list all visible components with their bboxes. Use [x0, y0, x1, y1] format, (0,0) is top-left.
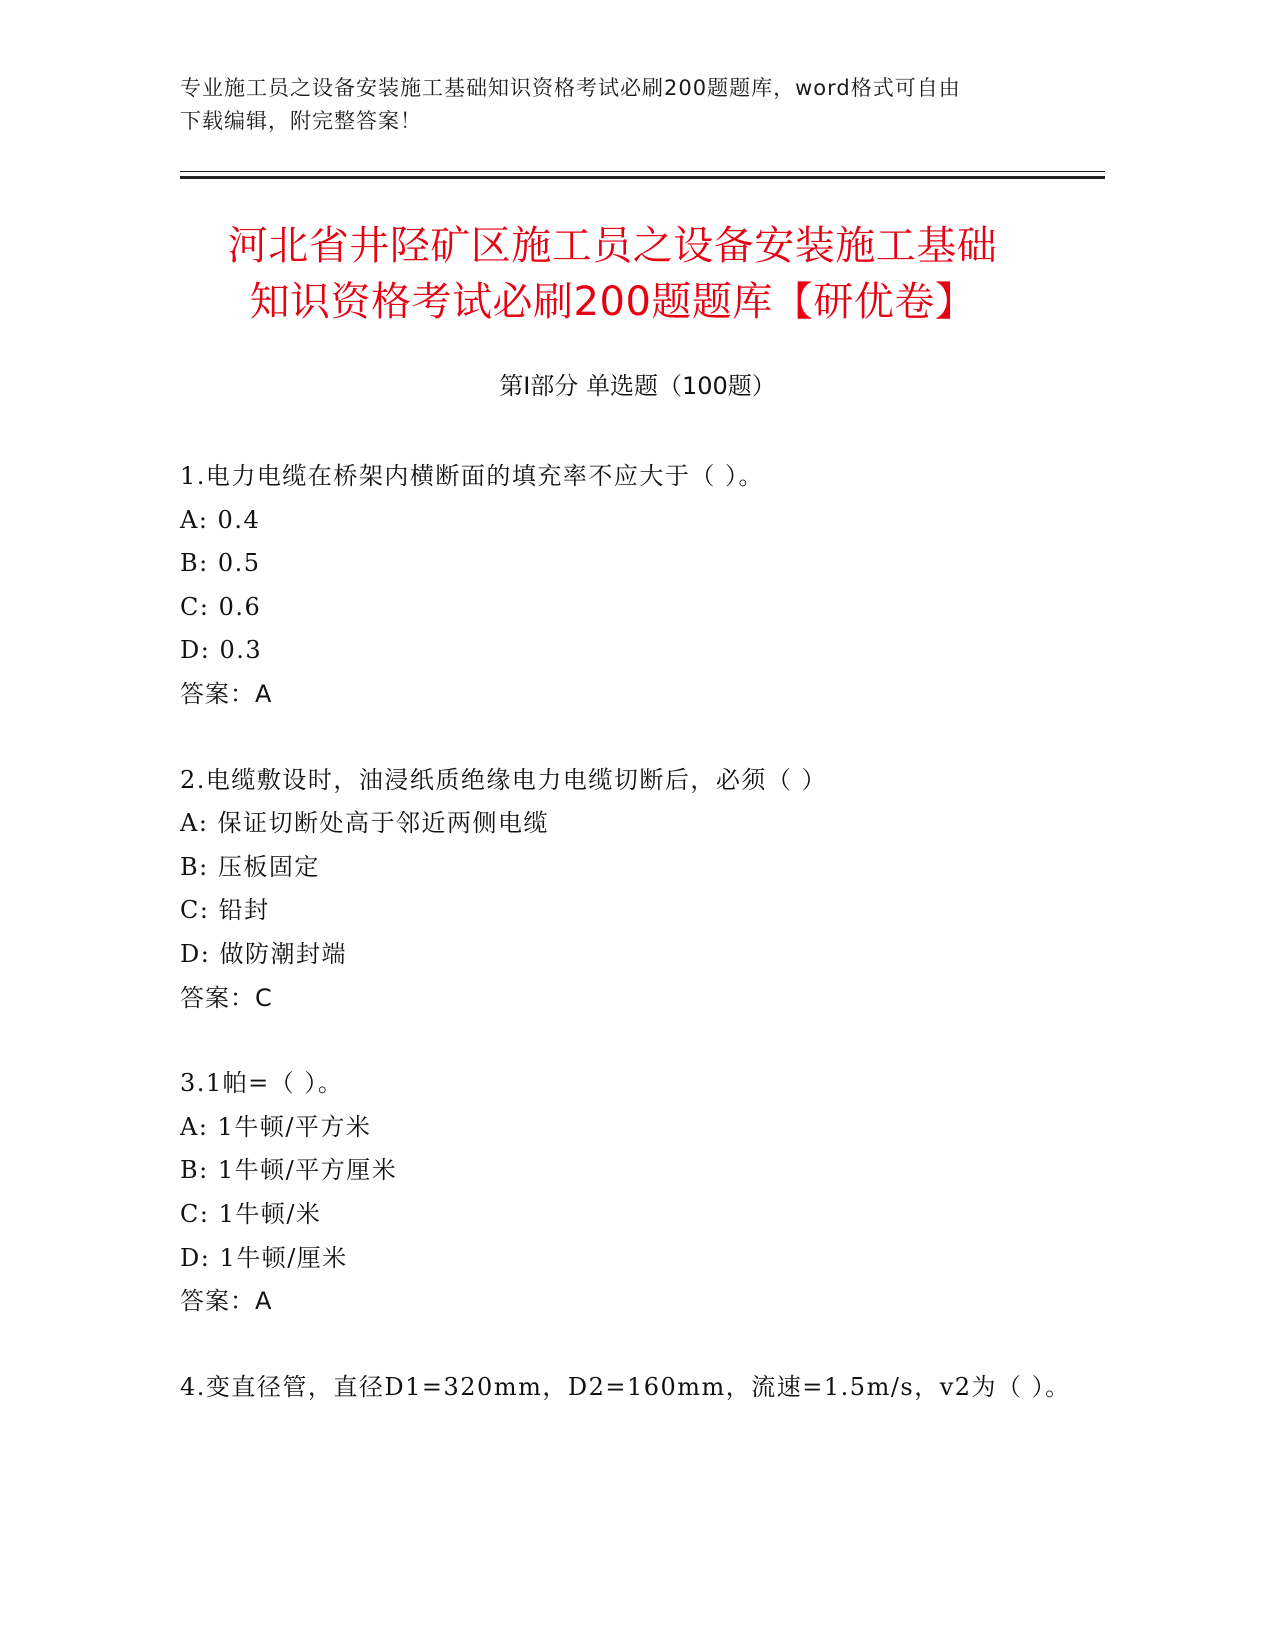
document-title-line-1: 河北省井陉矿区施工员之设备安装施工基础 [227, 223, 998, 269]
option-letter: B: [180, 852, 209, 881]
option-d [180, 1237, 1110, 1281]
option-text: 0.4 [208, 505, 261, 534]
document-title [150, 218, 1075, 330]
option-letter: C: [180, 592, 210, 621]
option-letter: A: [180, 505, 209, 534]
header-note-line-2: 下载编辑，附完整答案！ [180, 109, 422, 133]
option-text: 压板固定 [208, 852, 320, 881]
option-text: 1牛顿/平方厘米 [208, 1156, 398, 1185]
option-text: 1牛顿/米 [209, 1199, 322, 1228]
option-d [180, 629, 1110, 673]
option-c [180, 1193, 1110, 1237]
question-stem: 3.1帕=（ ）。 [180, 1069, 344, 1098]
option-letter: D: [180, 636, 211, 665]
question-stem: 4.变直径管，直径D1=320mm，D2=160mm，流速=1.5m/s，v2为（ ）。 [180, 1372, 1071, 1401]
question-stem: 2.电缆敷设时，油浸纸质绝缘电力电缆切断后，必须（ ） [180, 765, 828, 794]
option-a [180, 499, 1110, 543]
answer-line: 答案：C [180, 983, 273, 1012]
option-letter: D: [180, 1243, 211, 1272]
header-note [180, 72, 1060, 138]
option-letter: B: [180, 1156, 209, 1185]
option-a [180, 802, 1110, 846]
option-text: 1牛顿/平方米 [208, 1112, 372, 1141]
option-text: 做防潮封端 [210, 939, 347, 968]
option-letter: C: [180, 896, 210, 925]
option-a [180, 1106, 1110, 1150]
option-letter: A: [180, 1112, 209, 1141]
question-item [180, 455, 1110, 717]
option-text: 保证切断处高于邻近两侧电缆 [208, 809, 550, 838]
option-text: 铅封 [209, 896, 270, 925]
option-text: 0.3 [210, 636, 263, 665]
option-b [180, 846, 1110, 890]
option-c [180, 586, 1110, 630]
option-text: 1牛顿/厘米 [210, 1243, 348, 1272]
answer-line: 答案：A [180, 1287, 273, 1316]
option-letter: D: [180, 939, 211, 968]
option-text: 0.6 [209, 592, 262, 621]
option-text: 0.5 [208, 549, 261, 578]
option-letter: B: [180, 549, 209, 578]
question-item [180, 1062, 1110, 1324]
header-divider-thin [180, 171, 1105, 172]
answer-line: 答案：A [180, 679, 273, 708]
header-note-line-1: 专业施工员之设备安装施工基础知识资格考试必刷200题题库，word格式可自由 [180, 76, 961, 100]
question-list [180, 455, 1110, 1451]
question-item [180, 759, 1110, 1021]
question-item [180, 1366, 1110, 1410]
option-letter: C: [180, 1199, 210, 1228]
document-title-line-2: 知识资格考试必刷200题题库【研优卷】 [249, 279, 976, 325]
option-c [180, 889, 1110, 933]
option-b [180, 1149, 1110, 1193]
question-stem: 1.电力电缆在桥架内横断面的填充率不应大于（ ）。 [180, 462, 765, 490]
option-d [180, 933, 1110, 977]
header-divider-thick [180, 176, 1105, 179]
option-letter: A: [180, 809, 209, 838]
section-heading: 第Ⅰ部分 单选题（100题） [499, 372, 776, 400]
option-b [180, 542, 1110, 586]
